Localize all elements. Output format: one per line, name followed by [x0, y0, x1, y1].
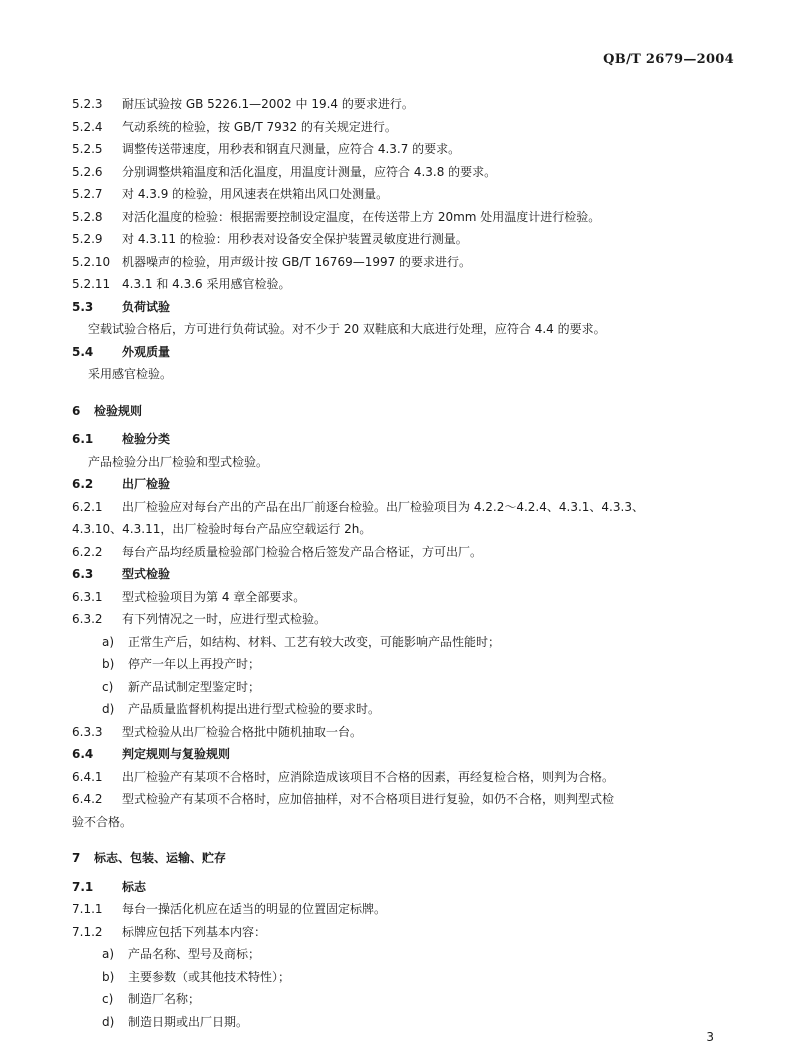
clause-text: 对 4.3.9 的检验，用风速表在烘箱出风口处测量。: [122, 187, 389, 201]
clause-number: 5.2.3: [72, 97, 103, 111]
clause-text: 型式检验项目为第 4 章全部要求。: [122, 589, 306, 604]
clause-number: 5.2.4: [72, 119, 103, 134]
clause-number: 6.2.2: [72, 544, 103, 559]
clause-number: 7.1.1: [72, 902, 103, 916]
paragraph: 采用感官检验。: [88, 367, 173, 381]
list-item: [72, 676, 742, 699]
clause-number: 7.1.2: [72, 924, 103, 939]
clause-text: 调整传送带速度，用秒表和钢直尺测量，应符合 4.3.7 的要求。: [122, 142, 461, 156]
section-heading: [72, 428, 742, 451]
list-marker: a): [102, 634, 115, 649]
section-heading: [72, 296, 742, 319]
list-item-text: 新产品试制定型鉴定时；: [128, 679, 261, 694]
clause-number: 6.3.2: [72, 612, 103, 626]
list-item-text: 产品名称、型号及商标；: [128, 947, 261, 961]
paragraph: 产品检验分出厂检验和型式检验。: [88, 454, 269, 469]
clause: [72, 273, 742, 296]
clause-text: 4.3.1 和 4.3.6 采用感官检验。: [122, 277, 291, 291]
clause: [72, 921, 742, 944]
clause: [72, 898, 742, 921]
list-item-text: 正常生产后，如结构、材料、工艺有较大改变，可能影响产品性能时；: [128, 634, 501, 649]
clause: [72, 206, 742, 229]
section-number: 7.1: [72, 879, 94, 894]
clause-text: 型式检验产有某项不合格时，应加倍抽样，对不合格项目进行复验，如仍不合格，则判型式检: [122, 792, 615, 806]
page-number: 3: [706, 1030, 714, 1044]
clause-number: 5.2.5: [72, 142, 103, 156]
clause-text: 耐压试验按 GB 5226.1—2002 中 19.4 的要求进行。: [122, 97, 414, 111]
list-item: [72, 698, 742, 721]
clause-number: 6.3.1: [72, 589, 103, 604]
clause-number: 5.2.10: [72, 254, 111, 269]
clause-text: 每台一操活化机应在适当的明显的位置固定标牌。: [122, 902, 387, 916]
section-number: 5.3: [72, 299, 94, 314]
section-title: 标志: [122, 879, 147, 894]
clause-number: 5.2.7: [72, 187, 103, 201]
section-title: 出厂检验: [122, 477, 171, 491]
list-item-text: 停产一年以上再投产时；: [128, 657, 261, 671]
section-number: 6.4: [72, 747, 94, 761]
clause-text: 分别调整烘箱温度和活化温度，用温度计测量，应符合 4.3.8 的要求。: [122, 164, 497, 179]
section-title: 外观质量: [122, 344, 171, 359]
list-marker: b): [102, 969, 115, 984]
clause-number: 6.4.2: [72, 792, 103, 806]
section-heading: [72, 341, 742, 364]
clause: [72, 541, 742, 564]
section-heading: [72, 876, 742, 899]
list-marker: b): [102, 657, 115, 671]
clause-number: 6.2.1: [72, 499, 103, 514]
clause: [72, 251, 742, 274]
list-item-text: 产品质量监督机构提出进行型式检验的要求时。: [128, 702, 381, 716]
clause: [72, 93, 742, 116]
list-item: [72, 1011, 742, 1034]
clause: [72, 721, 742, 744]
clause: [72, 608, 742, 631]
list-item: [72, 653, 742, 676]
clause-number: 6.4.1: [72, 769, 103, 784]
section-title: 型式检验: [122, 567, 171, 581]
clause-text: 有下列情况之一时，应进行型式检验。: [122, 612, 327, 626]
section-heading: [72, 563, 742, 586]
list-item-text: 制造日期或出厂日期。: [128, 1014, 249, 1029]
list-item: [72, 966, 742, 989]
clause-continuation: 4.3.10、4.3.11，出厂检验时每台产品应空载运行 2h。: [72, 522, 372, 536]
chapter-number: 7: [72, 851, 81, 865]
clause-text: 出厂检验应对每台产出的产品在出厂前逐台检验。出厂检验项目为 4.2.2～4.2.4、4.3.1、4.3.3、: [122, 499, 644, 514]
clause: [72, 766, 742, 789]
section-title: 检验分类: [122, 432, 171, 446]
clause-text: 出厂检验产有某项不合格时，应消除造成该项目不合格的因素，再经复检合格，则判为合格。: [122, 769, 615, 784]
chapter-title: 检验规则: [94, 403, 143, 418]
clause: [72, 183, 742, 206]
section-number: 6.2: [72, 477, 94, 491]
list-marker: d): [102, 702, 115, 716]
clause-text: 型式检验从出厂检验合格批中随机抽取一台。: [122, 724, 363, 739]
clause: [72, 161, 742, 184]
section-number: 5.4: [72, 344, 94, 359]
clause-text: 气动系统的检验，按 GB/T 7932 的有关规定进行。: [122, 119, 397, 134]
list-item: [72, 943, 742, 966]
clause-text: 机器噪声的检验，用声级计按 GB/T 16769—1997 的要求进行。: [122, 254, 472, 269]
clause: [72, 496, 742, 519]
section-number: 6.3: [72, 567, 94, 581]
document-body: [72, 93, 742, 1033]
section-title: 负荷试验: [122, 299, 171, 314]
document-code: QB/T 2679—2004: [603, 52, 734, 67]
clause-number: 5.2.8: [72, 209, 103, 224]
clause-number: 5.2.11: [72, 277, 111, 291]
section-title: 判定规则与复验规则: [122, 747, 231, 761]
section-5-2-lines: [72, 93, 742, 296]
clause: [72, 138, 742, 161]
section-number: 6.1: [72, 432, 94, 446]
clause: [72, 788, 742, 811]
chapter-heading: [72, 400, 742, 423]
chapter-number: 6: [72, 403, 81, 418]
clause-continuation: 验不合格。: [72, 814, 133, 829]
clause-text: 对活化温度的检验：根据需要控制设定温度，在传送带上方 20mm 处用温度计进行检验。: [122, 209, 601, 224]
list-item: [72, 631, 742, 654]
list-item-text: 制造厂名称；: [128, 992, 201, 1006]
chapter-title: 标志、包装、运输、贮存: [94, 851, 227, 865]
list-marker: c): [102, 679, 114, 694]
clause: [72, 228, 742, 251]
section-heading: [72, 473, 742, 496]
clause-text: 标牌应包括下列基本内容：: [122, 924, 267, 939]
paragraph: 空载试验合格后，方可进行负荷试验。对不少于 20 双鞋底和大底进行处理，应符合 4.4 的要求。: [88, 322, 606, 336]
clause-number: 6.3.3: [72, 724, 103, 739]
clause-number: 5.2.6: [72, 164, 103, 179]
chapter-heading: [72, 847, 742, 870]
clause-number: 5.2.9: [72, 232, 103, 246]
list-item-text: 主要参数（或其他技术特性）；: [128, 969, 291, 984]
list-marker: c): [102, 992, 114, 1006]
clause: [72, 116, 742, 139]
list-marker: d): [102, 1014, 115, 1029]
list-marker: a): [102, 947, 115, 961]
list-item: [72, 988, 742, 1011]
clause: [72, 586, 742, 609]
section-heading: [72, 743, 742, 766]
clause-text: 每台产品均经质量检验部门检验合格后签发产品合格证，方可出厂。: [122, 544, 483, 559]
clause-text: 对 4.3.11 的检验：用秒表对设备安全保护装置灵敏度进行测量。: [122, 232, 468, 246]
